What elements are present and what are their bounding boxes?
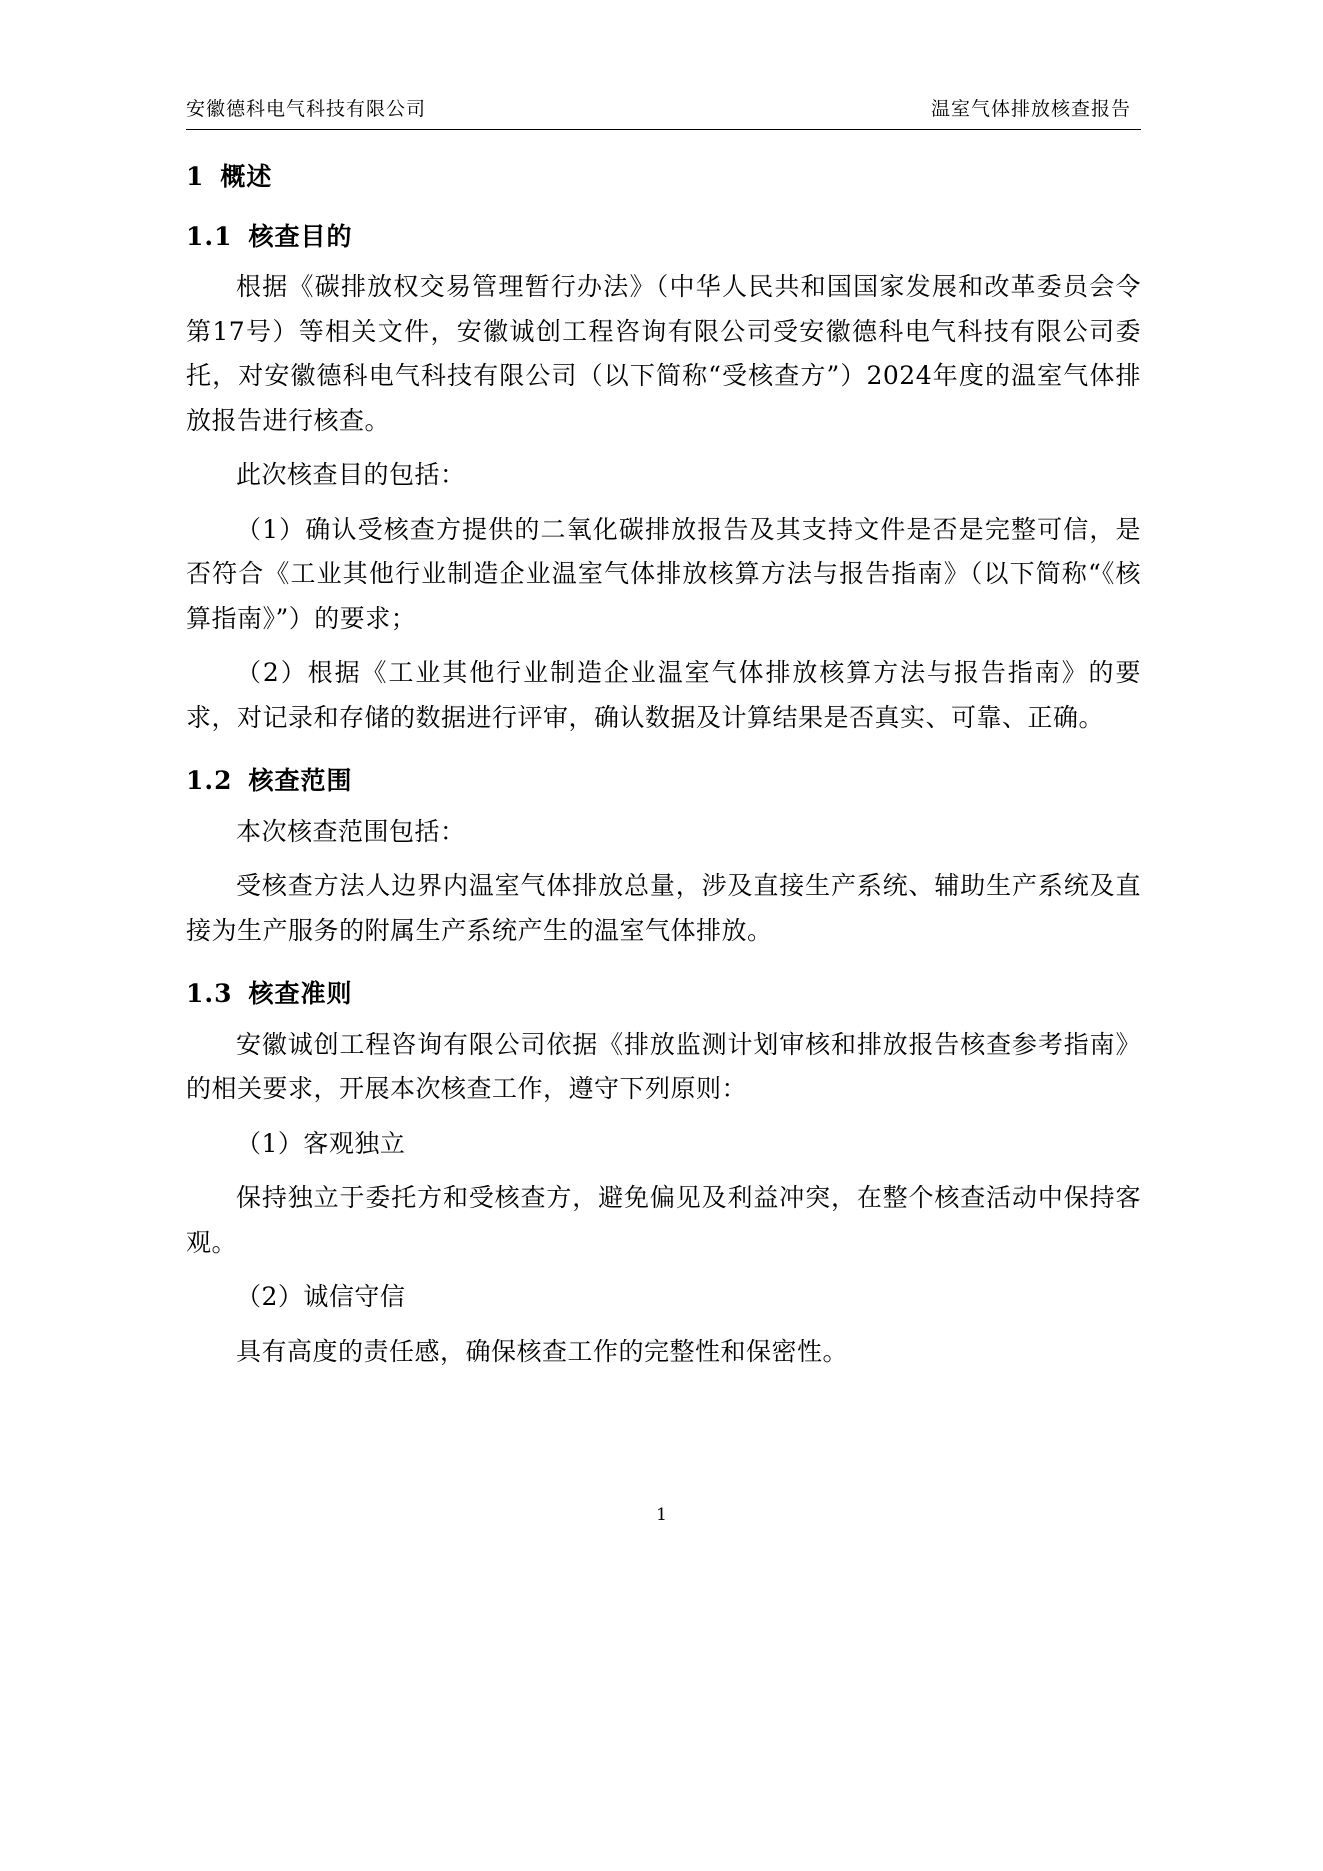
paragraph-purpose-item-1: （1）确认受核查方提供的二氧化碳排放报告及其支持文件是否是完整可信，是否符合《工业其他行业制造企业温室气体排放核算方法与报告指南》（以下简称“《核算指南》”）的要求； (186, 514, 1141, 633)
header-document-title: 温室气体排放核查报告 (930, 98, 1131, 120)
paragraph-scope-intro: 本次核查范围包括： (236, 816, 466, 846)
section-heading-1-3 (186, 975, 1141, 1013)
paragraph-principle-1-title: （1）客观独立 (236, 1128, 406, 1158)
page-content (186, 0, 1141, 1374)
paragraph-purpose-intro: 此次核查目的包括： (236, 460, 466, 489)
section-number: 1.2 (186, 766, 233, 795)
section-heading-1 (186, 158, 1141, 196)
paragraph-principle-2-title: （2）诚信守信 (236, 1282, 406, 1311)
page-number: 1 (656, 1505, 667, 1525)
paragraph-principle-2-text: 具有高度的责任感，确保核查工作的完整性和保密性。 (236, 1336, 849, 1366)
section-number: 1.3 (186, 979, 233, 1008)
page-header (186, 0, 1141, 130)
paragraph-purpose-item-2: （2）根据《工业其他行业制造企业温室气体排放核算方法与报告指南》的要求，对记录和存储的数据进行评审，确认数据及计算结果是否真实、可靠、正确。 (186, 658, 1141, 732)
section-number: 1.1 (186, 221, 233, 251)
section-title: 概述 (220, 162, 273, 191)
paragraph-criteria-intro: 安徽诚创工程咨询有限公司依据《排放监测计划审核和排放报告核查参考指南》的相关要求，开展本次核查工作，遵守下列原则： (186, 1029, 1141, 1103)
section-number: 1 (186, 162, 205, 191)
paragraph-principle-1-text: 保持独立于委托方和受核查方，避免偏见及利益冲突，在整个核查活动中保持客观。 (186, 1183, 1141, 1257)
paragraph-scope-detail: 受核查方法人边界内温室气体排放总量，涉及直接生产系统、辅助生产系统及直接为生产服务的附属生产系统产生的温室气体排放。 (186, 871, 1141, 945)
paragraph-purpose-basis: 根据《碳排放权交易管理暂行办法》（中华人民共和国国家发展和改革委员会令第17号）等相关文件，安徽诚创工程咨询有限公司受安徽德科电气科技有限公司委托，对安徽德科电气科技有限公司（以下简称“受核查方”）2024年度的温室气体排放报告进行核查。 (186, 272, 1141, 435)
section-title: 核查目的 (248, 221, 353, 251)
section-heading-1-1 (186, 218, 1141, 256)
section-title: 核查范围 (248, 766, 353, 795)
section-title: 核查准则 (248, 979, 353, 1008)
header-company-name: 安徽德科电气科技有限公司 (186, 98, 427, 120)
section-heading-1-2 (186, 762, 1141, 800)
